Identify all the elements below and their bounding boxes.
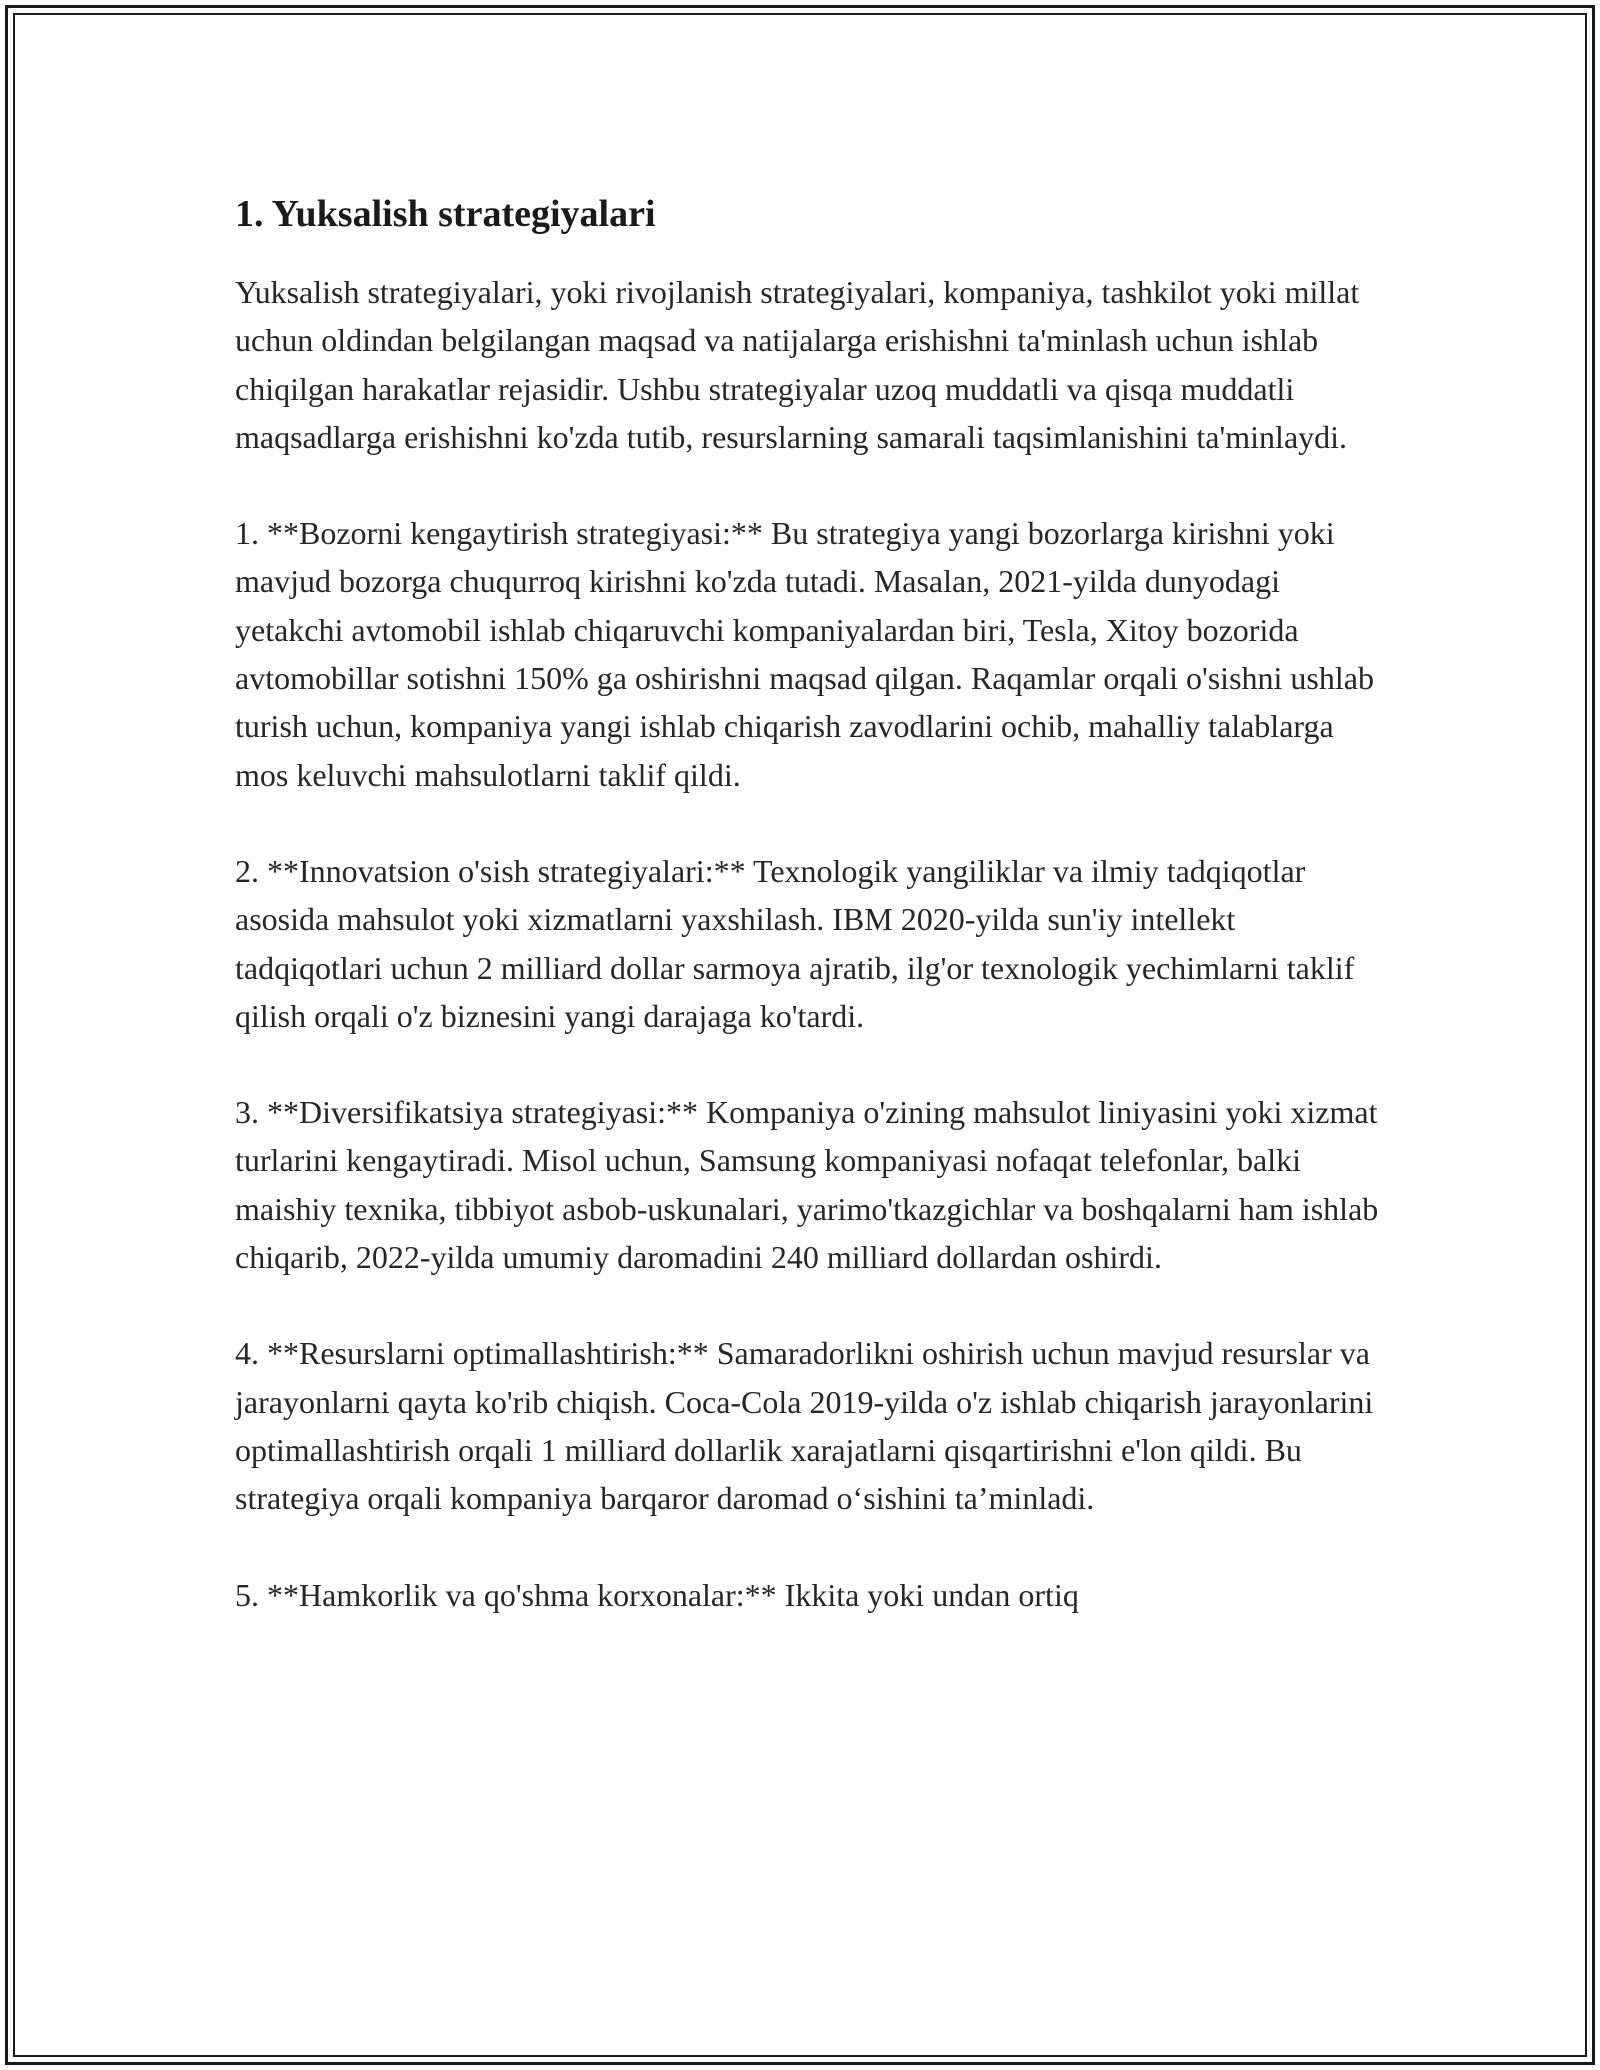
section-title: 1. Yuksalish strategiyalari	[235, 193, 656, 235]
document-body	[235, 182, 1385, 1667]
strategy-innovation: 2. **Innovatsion o'sish strategiyalari:** Texnologik yangiliklar va ilmiy tadqiqotlar asosida mahsulot yoki xizmatlarni yaxshilash. IBM 2020-yilda sun'iy intellekt tadqiqotlari uchun 2 milliard dollar sarmoya ajratib, ilg'or texnologik yechimlarni taklif qilish orqali o'z biznesini yangi darajaga ko'tardi.	[235, 852, 1355, 1034]
strategy-market-expansion: 1. **Bozorni kengaytirish strategiyasi:** Bu strategiya yangi bozorlarga kirishni yoki mavjud bozorga chuqurroq kirishni ko'zda tutadi. Masalan, 2021-yilda dunyodagi yetakchi avtomobil ishlab chiqaruvchi kompaniyalardan biri, Tesla, Xitoy bozorida avtomobillar sotishni 150% ga oshirishni maqsad qilgan. Raqamlar orqali o'sishni ushlab turish uchun, kompaniya yangi ishlab chiqarish zavodlarini ochib, mahalliy talablarga mos keluvchi mahsulotlarni taklif qildi.	[235, 515, 1374, 793]
strategy-resource-optimization: 4. **Resurslarni optimallashtirish:** Samaradorlikni oshirish uchun mavjud resurslar va jarayonlarni qayta ko'rib chiqish. Coca-Cola 2019-yilda o'z ishlab chiqarish jarayonlarini optimallashtirish orqali 1 milliard dollarlik xarajatlarni qisqartirishni e'lon qildi. Bu strategiya orqali kompaniya barqaror daromad o‘sishini ta’minladi.	[235, 1335, 1374, 1517]
strategy-partnership: 5. **Hamkorlik va qo'shma korxonalar:** Ikkita yoki undan ortiq	[235, 1576, 1079, 1613]
strategy-diversification: 3. **Diversifikatsiya strategiyasi:** Kompaniya o'zining mahsulot liniyasini yoki xizmat turlarini kengaytiradi. Misol uchun, Samsung kompaniyasi nofaqat telefonlar, balki maishiy texnika, tibbiyot asbob-uskunalari, yarimo'tkazgichlar va boshqalarni ham ishlab chiqarib, 2022-yilda umumiy daromadini 240 milliard dollardan oshirdi.	[235, 1094, 1379, 1276]
intro-paragraph: Yuksalish strategiyalari, yoki rivojlanish strategiyalari, kompaniya, tashkilot yoki millat uchun oldindan belgilangan maqsad va natijalarga erishishni ta'minlash uchun ishlab chiqilgan harakatlar rejasidir. Ushbu strategiyalar uzoq muddatli va qisqa muddatli maqsadlarga erishishni ko'zda tutib, resurslarning samarali taqsimlanishini ta'minlaydi.	[235, 274, 1360, 455]
